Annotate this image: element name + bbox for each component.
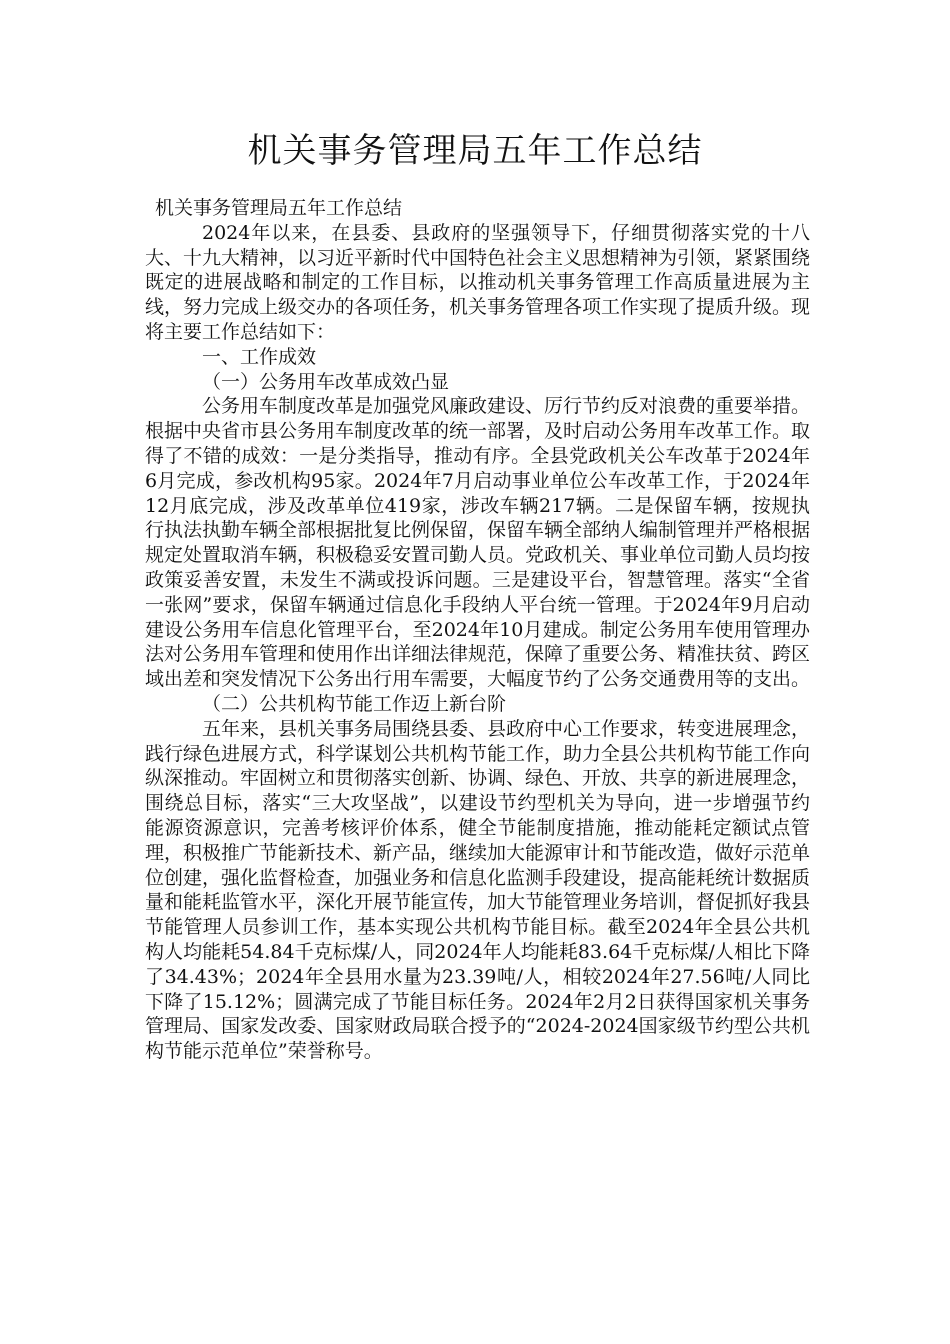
vehicle-reform-paragraph: 公务用车制度改革是加强党风廉政建设、厉行节约反对浪费的重要举措。根据中央省市县公务用车制度改革的统一部署，及时启动公务用车改革工作。取得了不错的成效：一是分类指导，推动有序。全县党政机关公车改革于2024年6月完成，参改机构95家。2024年7月启动事业单位公车改革工作，于2024年12月底完成，涉及改革单位419家，涉改车辆217辆。二是保留车辆，按规执行执法执勤车辆全部根据批复比例保留，保留车辆全部纳人编制管理并严格根据规定处置取消车辆，积极稳妥安置司勤人员。党政机关、事业单位司勤人员均按政策妥善安置，未发生不满或投诉问题。三是建设平台，智慧管理。落实“全省一张网”要求，保留车辆通过信息化手段纳人平台统一管理。于2024年9月启动建设公务用车信息化管理平台，至2024年10月建成。制定公务用车使用管理办法对公务用车管理和使用作出详细法律规范，保障了重要公务、精准扶贫、跨区域出差和突发情况下公务出行用车需要，大幅度节约了公务交通费用等的支出。 [145, 395, 811, 691]
section-heading-achievements: 一、工作成效 [202, 345, 317, 368]
subsection-heading-energy-saving: （二）公共机构节能工作迈上新台阶 [202, 692, 507, 715]
energy-saving-paragraph: 五年来，县机关事务局围绕县委、县政府中心工作要求，转变进展理念，践行绿色进展方式，科学谋划公共机构节能工作，助力全县公共机构节能工作向纵深推动。牢固树立和贯彻落实创新、协调、绿色、开放、共享的新进展理念，围绕总目标，落实“三大攻坚战”，以建设节约型机关为导向，进一步增强节约能源资源意识，完善考核评价体系，健全节能制度措施，推动能耗定额试点管理，积极推广节能新技术、新产品，继续加大能源审计和节能改造，做好示范单位创建，强化监督检查，加强业务和信息化监测手段建设，提高能耗统计数据质量和能耗监管水平，深化开展节能宣传，加大节能管理业务培训，督促抓好我县节能管理人员参训工作，基本实现公共机构节能目标。截至2024年全县公共机构人均能耗54.84千克标煤/人，同2024年人均能耗83.64千克标煤/人相比下降了34.43%；2024年全县用水量为23.39吨/人，相较2024年27.56吨/人同比下降了15.12%；圆满完成了节能目标任务。2024年2月2日获得国家机关事务管理局、国家发改委、国家财政局联合授予的“2024-2024国家级节约型公共机构节能示范单位”荣誉称号。 [145, 717, 811, 1063]
subsection-heading-vehicle-reform: （一）公务用车改革成效凸显 [202, 370, 450, 393]
document-title: 机关事务管理局五年工作总结 [247, 131, 703, 171]
document-subtitle: 机关事务管理局五年工作总结 [155, 197, 403, 219]
document-body [145, 196, 810, 1064]
intro-paragraph: 2024年以来，在县委、县政府的坚强领导下，仔细贯彻落实党的十八大、十九大精神，以习近平新时代中国特色社会主义思想精神为引领，紧紧围绕既定的进展战略和制定的工作目标，以推动机关事务管理工作高质量进展为主线，努力完成上级交办的各项任务，机关事务管理各项工作实现了提质升级。现将主要工作总结如下： [145, 221, 811, 343]
